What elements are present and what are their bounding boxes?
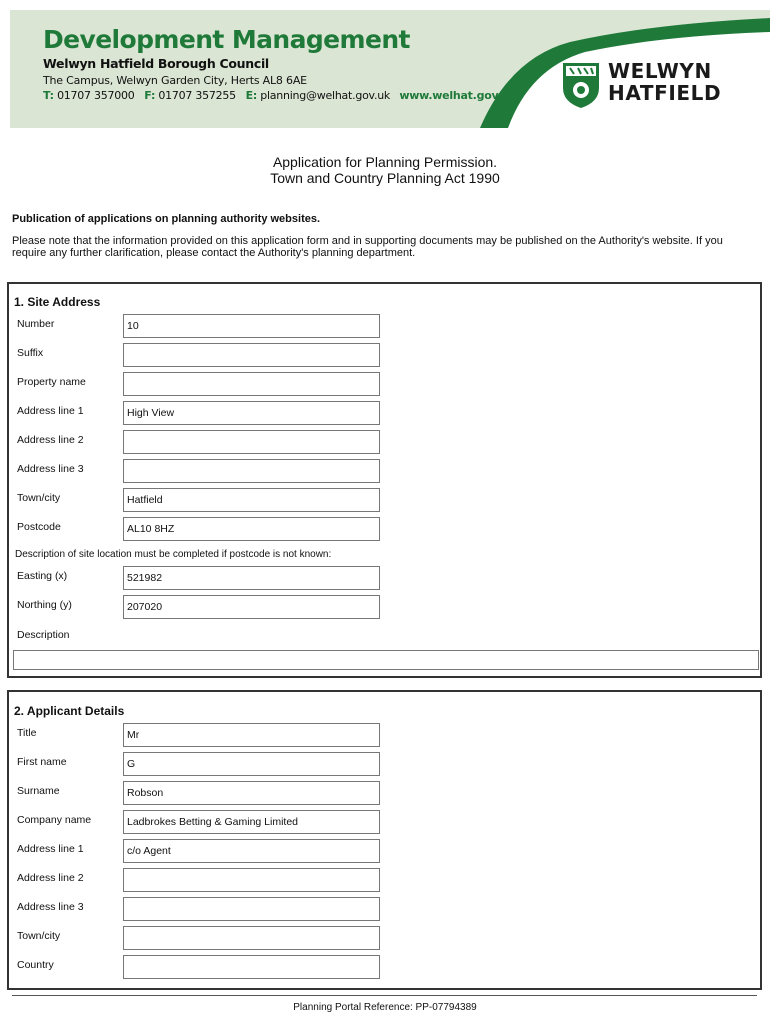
description-label: Description bbox=[17, 629, 70, 641]
applicant-country-field[interactable] bbox=[123, 955, 380, 979]
field-label: Number bbox=[17, 318, 55, 330]
field-label: Town/city bbox=[17, 930, 61, 942]
site-postcode-field[interactable]: AL10 8HZ bbox=[123, 517, 380, 541]
site-address-line-3-field[interactable] bbox=[123, 459, 380, 483]
publication-heading: Publication of applications on planning authority websites. bbox=[12, 213, 321, 225]
phone-number: 01707 357000 bbox=[57, 89, 135, 102]
logo-line-1: WELWYN bbox=[608, 59, 712, 83]
field-label: Address line 2 bbox=[17, 434, 84, 446]
applicant-town-field[interactable] bbox=[123, 926, 380, 950]
footer-divider bbox=[12, 995, 757, 996]
field-label: Surname bbox=[17, 785, 60, 797]
site-property-name-field[interactable] bbox=[123, 372, 380, 396]
applicant-first-name-field[interactable]: G bbox=[123, 752, 380, 776]
field-label: Address line 2 bbox=[17, 872, 84, 884]
field-label: Country bbox=[17, 959, 54, 971]
website-link[interactable]: www.welhat.gov.uk bbox=[399, 89, 517, 102]
field-label: Northing (y) bbox=[17, 599, 72, 611]
field-label: Address line 1 bbox=[17, 843, 84, 855]
site-address-section bbox=[7, 282, 762, 678]
applicant-address-line-1-field[interactable]: c/o Agent bbox=[123, 839, 380, 863]
document-title-line-1: Application for Planning Permission. bbox=[272, 154, 498, 170]
section-title: 2. Applicant Details bbox=[14, 704, 125, 718]
email-key: E: bbox=[245, 89, 258, 102]
field-label: Suffix bbox=[17, 347, 44, 359]
applicant-address-line-2-field[interactable] bbox=[123, 868, 380, 892]
applicant-address-line-3-field[interactable] bbox=[123, 897, 380, 921]
field-label: Town/city bbox=[17, 492, 61, 504]
email-address[interactable]: planning@welhat.gov.uk bbox=[260, 89, 391, 102]
field-label: Title bbox=[17, 727, 37, 739]
council-crest-icon bbox=[560, 60, 602, 110]
portal-reference: Planning Portal Reference: PP-07794389 bbox=[293, 1002, 477, 1013]
field-label: Address line 1 bbox=[17, 405, 84, 417]
field-label: Property name bbox=[17, 376, 86, 388]
site-number-field[interactable]: 10 bbox=[123, 314, 380, 338]
council-logo-text bbox=[608, 60, 721, 104]
section-title: 1. Site Address bbox=[14, 295, 101, 309]
field-label: Easting (x) bbox=[17, 570, 68, 582]
field-label: Company name bbox=[17, 814, 92, 826]
council-name: Welwyn Hatfield Borough Council bbox=[43, 56, 269, 71]
document-title bbox=[0, 154, 770, 186]
fax-number: 01707 357255 bbox=[158, 89, 236, 102]
site-address-line-1-field[interactable]: High View bbox=[123, 401, 380, 425]
field-label: Address line 3 bbox=[17, 463, 84, 475]
header-title: Development Management bbox=[43, 25, 410, 54]
applicant-title-field[interactable]: Mr bbox=[123, 723, 380, 747]
council-contact bbox=[43, 89, 516, 102]
fax-key: F: bbox=[144, 89, 156, 102]
site-town-field[interactable]: Hatfield bbox=[123, 488, 380, 512]
applicant-company-field[interactable]: Ladbrokes Betting & Gaming Limited bbox=[123, 810, 380, 834]
publication-note: Please note that the information provided on this application form and in supporting documents may be published on the Authority's website. If you require any further clarification, please contact the Authority's planning department. bbox=[12, 235, 723, 259]
applicant-surname-field[interactable]: Robson bbox=[123, 781, 380, 805]
easting-field[interactable]: 521982 bbox=[123, 566, 380, 590]
field-label: First name bbox=[17, 756, 67, 768]
applicant-details-section bbox=[7, 690, 762, 990]
northing-field[interactable]: 207020 bbox=[123, 595, 380, 619]
phone-key: T: bbox=[43, 89, 54, 102]
field-label: Address line 3 bbox=[17, 901, 84, 913]
field-label: Postcode bbox=[17, 521, 61, 533]
document-title-line-2: Town and Country Planning Act 1990 bbox=[270, 170, 500, 186]
description-field[interactable] bbox=[13, 650, 759, 670]
location-note: Description of site location must be completed if postcode is not known: bbox=[15, 549, 332, 560]
council-address: The Campus, Welwyn Garden City, Herts AL8 6AE bbox=[43, 74, 307, 87]
logo-line-2: HATFIELD bbox=[608, 81, 722, 105]
site-suffix-field[interactable] bbox=[123, 343, 380, 367]
site-address-line-2-field[interactable] bbox=[123, 430, 380, 454]
